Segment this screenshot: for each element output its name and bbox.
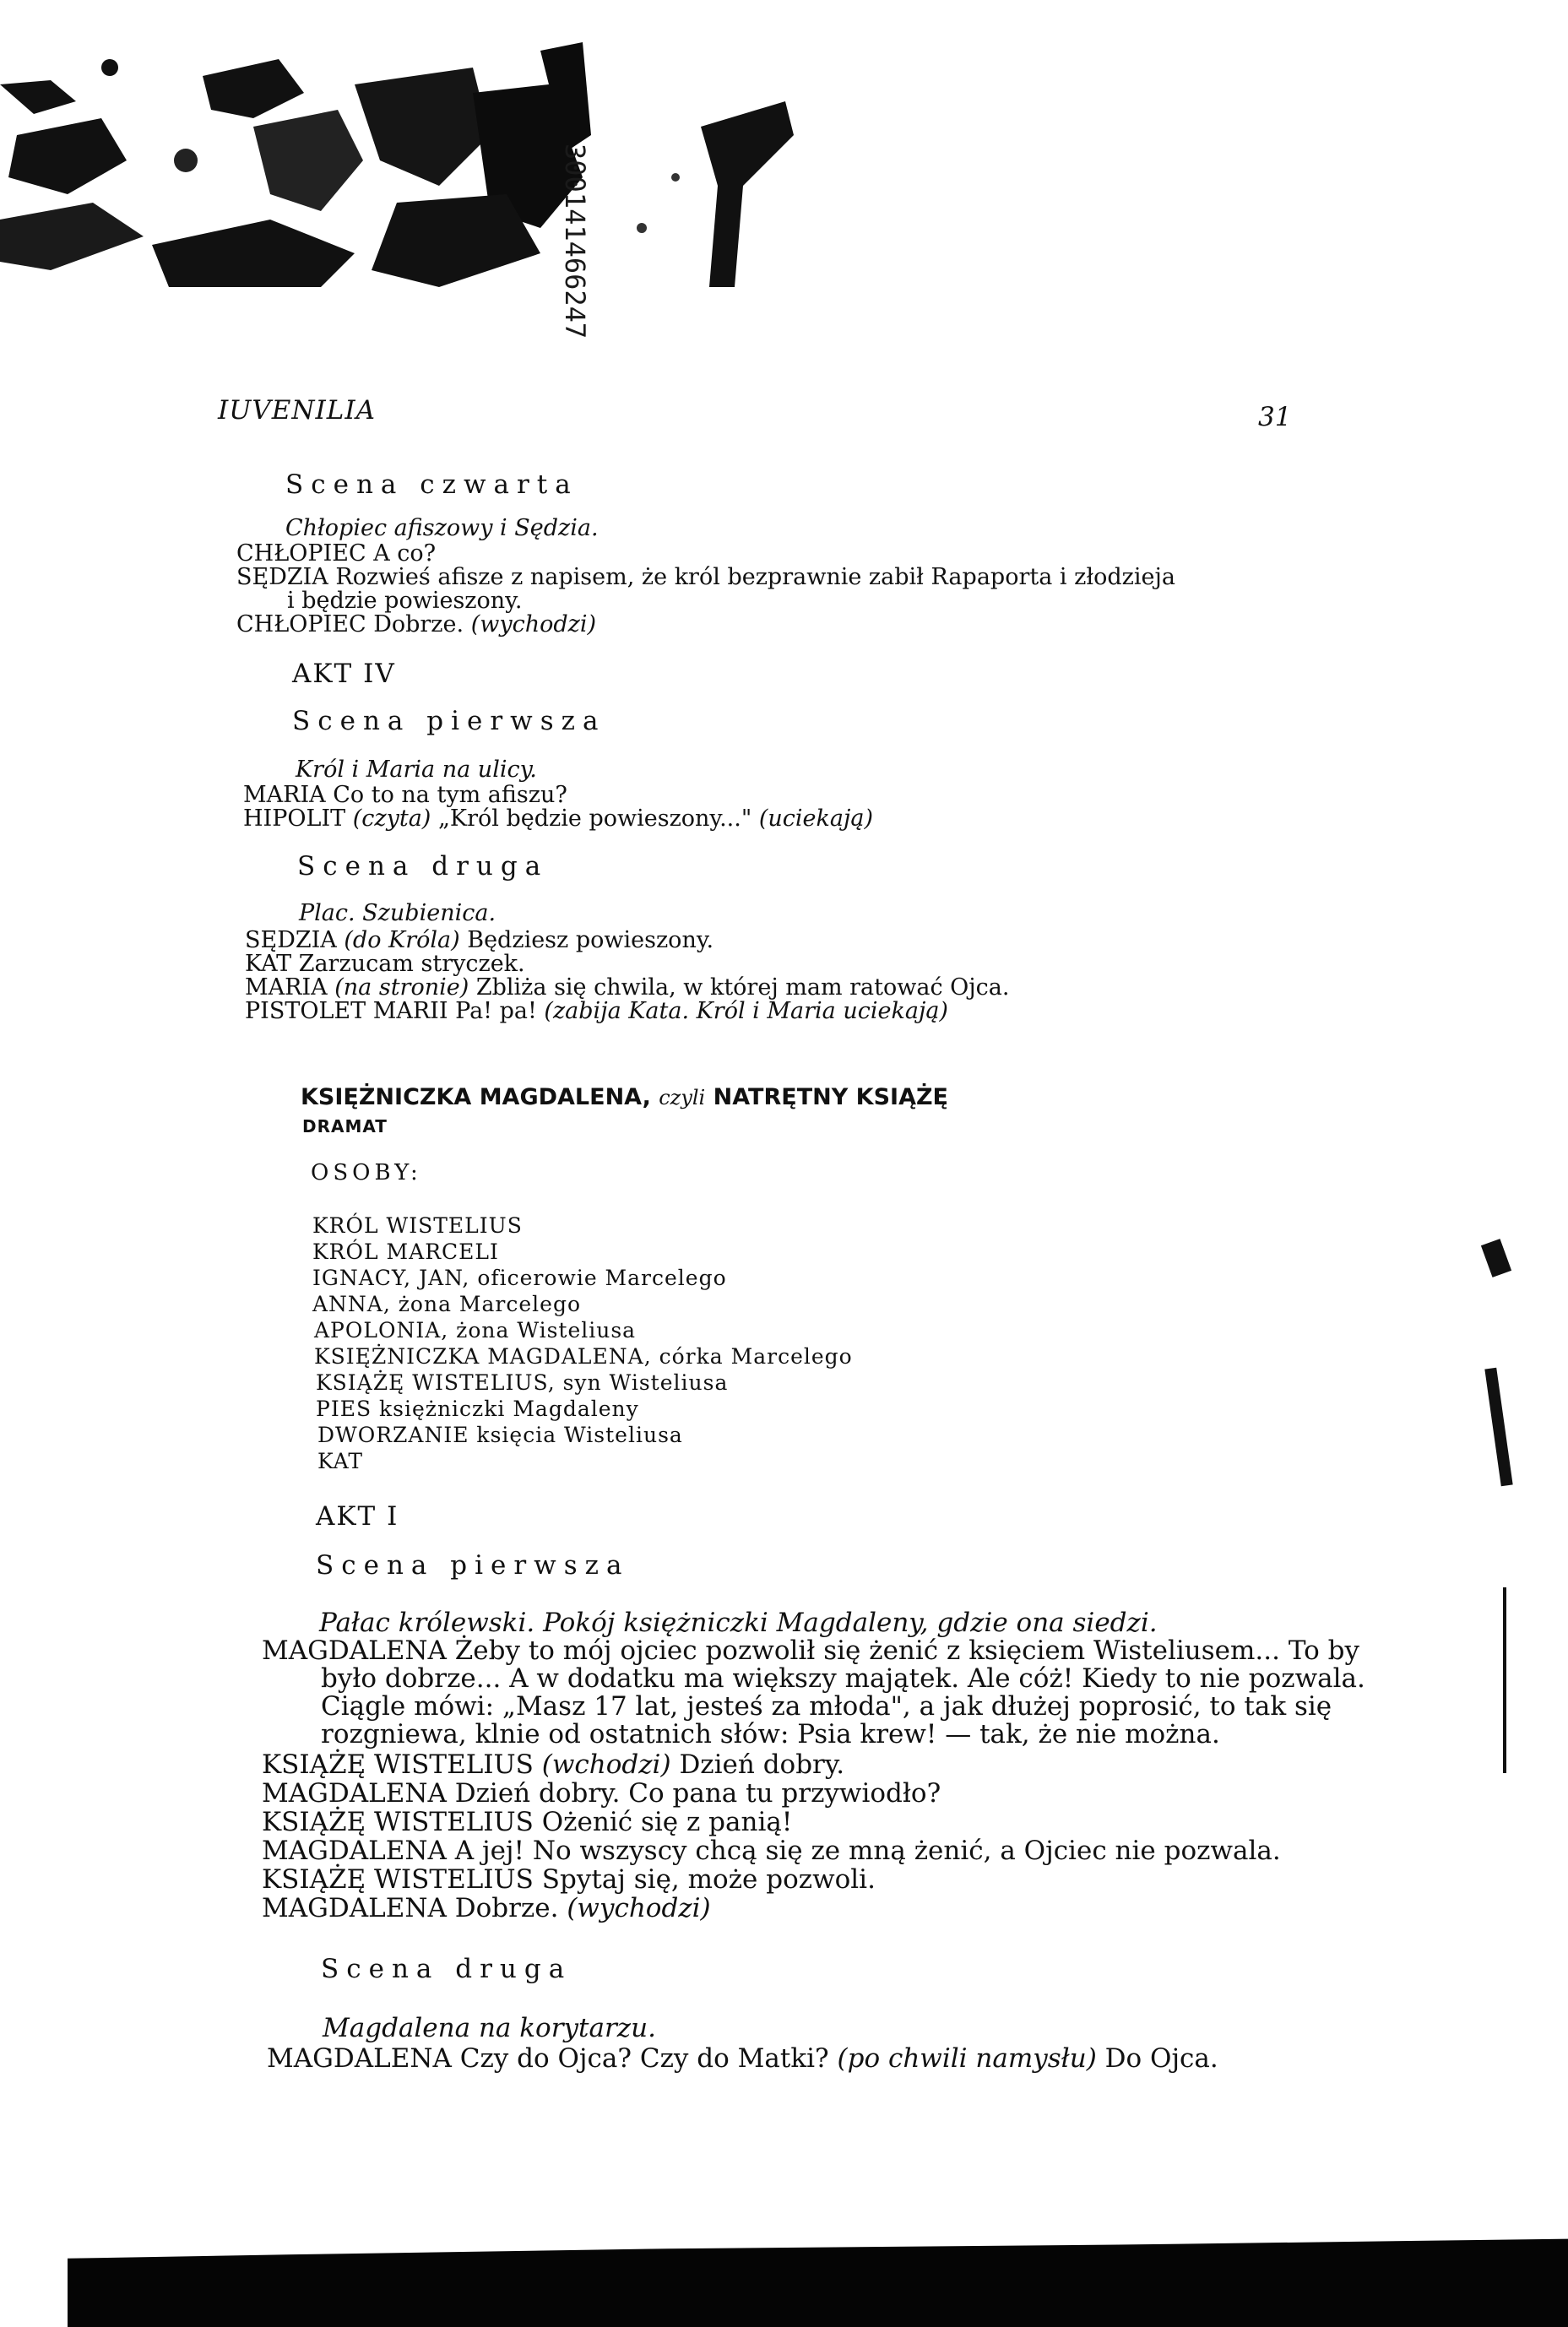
dialogue-line [243, 806, 873, 832]
dialogue-line [245, 951, 525, 977]
speaker: KAT [245, 951, 292, 977]
library-stamp-code: 300141466247 [559, 144, 591, 339]
play-title-main: KSIĘŻNICZKA MAGDALENA, [301, 1084, 651, 1110]
dialogue-line [245, 927, 713, 953]
act-heading: AKT IV [292, 659, 396, 689]
scan-artifact-bottom [68, 2229, 1568, 2327]
person-entry: PIES księżniczki Magdaleny [316, 1397, 639, 1421]
person-entry: KSIĄŻĘ WISTELIUS, syn Wisteliusa [316, 1370, 729, 1395]
speaker: PISTOLET MARII [245, 998, 448, 1024]
stage-direction: (wchodzi) [541, 1749, 671, 1780]
line-text: Zbliża się chwila, w której mam ratować Ojca. [475, 974, 1010, 1001]
scan-edge-mark [1481, 1239, 1511, 1277]
scan-edge-mark [1503, 1587, 1506, 1773]
speaker: KSIĄŻĘ WISTELIUS [262, 1864, 534, 1895]
scan-artifact-top [0, 34, 802, 339]
stage-direction: (po chwili namysłu) [837, 2043, 1097, 2074]
person-entry: KAT [317, 1449, 364, 1473]
stage-direction: (wychodzi) [470, 611, 597, 637]
line-text: Dobrze. [373, 611, 464, 637]
page-number: 31 [1258, 402, 1292, 432]
dialogue-line [245, 974, 1009, 1001]
stage-direction: (na stronie) [334, 974, 469, 1001]
line-text: A jej! No wszyscy chcą się ze mną żenić, a Ojciec nie pozwala. [454, 1836, 1281, 1866]
person-entry: KSIĘŻNICZKA MAGDALENA, córka Marcelego [314, 1344, 853, 1369]
stage-direction: Król i Maria na ulicy. [296, 757, 537, 783]
line-text: Spytaj się, może pozwoli. [541, 1864, 876, 1895]
speaker: CHŁOPIEC [236, 540, 366, 567]
line-text: Dobrze. [454, 1893, 559, 1923]
scene-heading: Scena druga [297, 851, 549, 881]
play-title [301, 1084, 948, 1110]
stage-direction: (do Króla) [344, 927, 460, 953]
speaker: SĘDZIA [245, 927, 337, 953]
speaker: MARIA [243, 782, 326, 808]
line-text: Zarzucam stryczek. [298, 951, 525, 977]
person-entry: KRÓL MARCELI [312, 1239, 499, 1264]
stage-direction: Magdalena na korytarzu. [323, 2013, 656, 2043]
dialogue-continuation: Ciągle mówi: „Masz 17 lat, jesteś za młoda", a jak dłużej poprosić, to tak się [321, 1691, 1332, 1722]
scene-heading: Scena czwarta [285, 469, 578, 500]
line-text: Dzień dobry. Co pana tu przywiodło? [454, 1778, 941, 1809]
speaker: SĘDZIA [236, 564, 328, 590]
running-header-title: IUVENILIA [218, 395, 376, 426]
dialogue-line [262, 1807, 792, 1837]
speaker: MAGDALENA [267, 2043, 452, 2074]
line-text: Będziesz powieszony. [467, 927, 714, 953]
dialogue-line [262, 1749, 844, 1780]
dialogue-continuation: i będzie powieszony. [287, 588, 523, 614]
line-text-tail: Do Ojca. [1104, 2043, 1218, 2074]
dialogue-line [236, 611, 596, 637]
speaker: MARIA [245, 974, 328, 1001]
persons-heading: OSOBY: [311, 1160, 422, 1185]
speaker: MAGDALENA [262, 1778, 447, 1809]
line-text: „Król będzie powieszony..." [437, 806, 752, 832]
speaker: MAGDALENA [262, 1836, 447, 1866]
line-text: Rozwieś afisze z napisem, że król bezprawnie zabił Rapaporta i złodzieja [335, 564, 1175, 590]
play-title-alt: NATRĘTNY KSIĄŻĘ [713, 1084, 948, 1110]
person-entry: APOLONIA, żona Wisteliusa [314, 1318, 637, 1342]
line-text: Co to na tym afiszu? [333, 782, 567, 808]
dialogue-continuation: rozgniewa, klnie od ostatnich słów: Psia krew! — tak, że nie można. [321, 1719, 1220, 1749]
scene-heading: Scena pierwsza [292, 706, 606, 736]
stage-direction: (uciekają) [758, 806, 873, 832]
line-text: Pa! pa! [455, 998, 537, 1024]
dialogue-line [262, 1864, 876, 1895]
dialogue-line [245, 998, 948, 1024]
speaker: HIPOLIT [243, 806, 346, 832]
dialogue-line [236, 564, 1175, 590]
person-entry: ANNA, żona Marcelego [312, 1292, 582, 1316]
speaker: CHŁOPIEC [236, 611, 366, 637]
speaker: KSIĄŻĘ WISTELIUS [262, 1807, 534, 1837]
stage-direction: Pałac królewski. Pokój księżniczki Magdaleny, gdzie ona siedzi. [319, 1608, 1158, 1638]
line-text: Ożenić się z panią! [541, 1807, 793, 1837]
speaker: MAGDALENA [262, 1635, 447, 1666]
scene-heading: Scena druga [321, 1954, 572, 1984]
dialogue-continuation: było dobrze... A w dodatku ma większy majątek. Ale cóż! Kiedy to nie pozwala. [321, 1663, 1365, 1694]
line-text: Czy do Ojca? Czy do Matki? [459, 2043, 829, 2074]
play-title-czyli: czyli [659, 1086, 706, 1109]
scan-edge-mark [1484, 1368, 1512, 1487]
dialogue-line [262, 1836, 1281, 1866]
line-text: Dzień dobry. [679, 1749, 845, 1780]
speaker: MAGDALENA [262, 1893, 447, 1923]
dialogue-line [267, 2043, 1218, 2074]
act-heading: AKT I [316, 1501, 399, 1532]
dialogue-line [262, 1893, 711, 1923]
dialogue-line [236, 540, 436, 567]
person-entry: DWORZANIE księcia Wisteliusa [317, 1423, 683, 1447]
play-genre: DRAMAT [302, 1116, 388, 1136]
line-text: A co? [373, 540, 437, 567]
stage-direction: (zabija Kata. Król i Maria uciekają) [544, 998, 948, 1024]
person-entry: KRÓL WISTELIUS [312, 1213, 523, 1238]
person-entry: IGNACY, JAN, oficerowie Marcelego [312, 1266, 727, 1290]
scene-heading: Scena pierwsza [316, 1550, 630, 1581]
stage-direction: Chłopiec afiszowy i Sędzia. [285, 515, 599, 541]
stage-direction: (wychodzi) [567, 1893, 711, 1923]
stage-direction: Plac. Szubienica. [299, 900, 496, 926]
dialogue-line [262, 1635, 1359, 1666]
dialogue-line [262, 1778, 941, 1809]
speaker: KSIĄŻĘ WISTELIUS [262, 1749, 534, 1780]
scan-noise-graphic [0, 34, 802, 287]
dialogue-line [243, 782, 567, 808]
line-text: Żeby to mój ojciec pozwolił się żenić z księciem Wisteliusem... To by [454, 1635, 1359, 1666]
stage-direction: (czyta) [352, 806, 431, 832]
